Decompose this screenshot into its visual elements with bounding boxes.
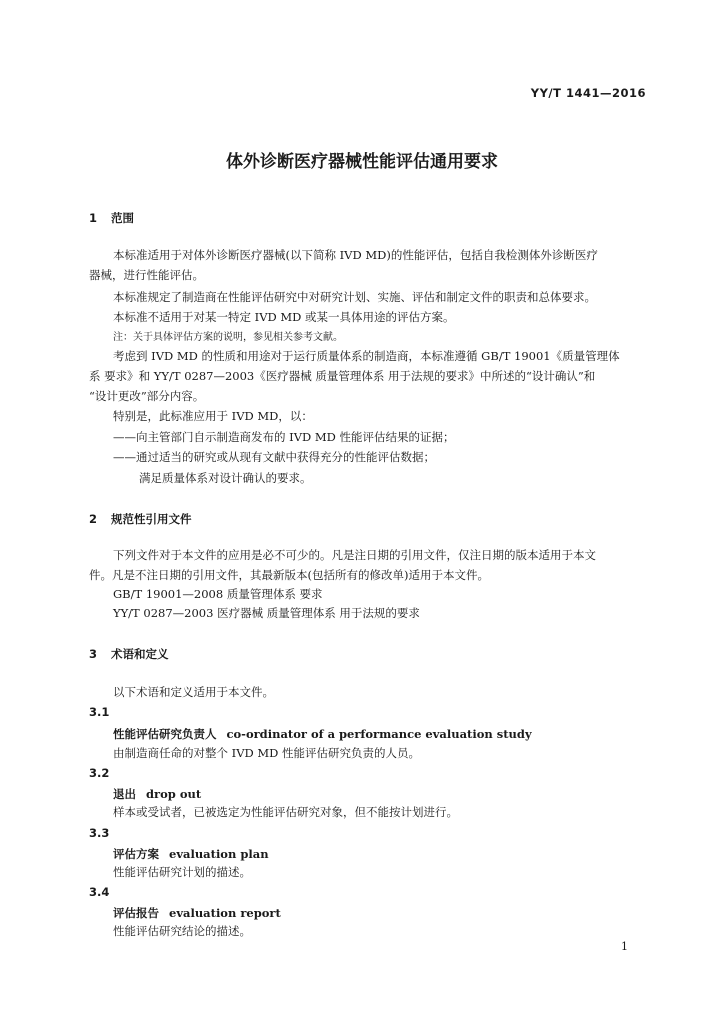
note: 注：关于具体评估方案的说明，参见相关参考文献。 xyxy=(113,332,343,343)
paragraph: 本标准规定了制造商在性能评估研究中对研究计划、实施、评估和制定文件的职责和总体要求。 xyxy=(113,290,596,304)
paragraph-continuation: 件。凡是不注日期的引用文件，其最新版本(包括所有的修改单)适用于本文件。 xyxy=(89,568,489,582)
term-definition: 性能评估研究结论的描述。 xyxy=(113,924,251,938)
term-english: evaluation report xyxy=(169,906,281,920)
term-number: 3.1 xyxy=(89,705,110,719)
section-number: 1 xyxy=(89,211,98,225)
section-number: 2 xyxy=(89,512,98,526)
section-3-heading xyxy=(89,646,169,662)
term-chinese: 退出 xyxy=(113,787,136,801)
term-definition: 样本或受试者，已被选定为性能评估研究对象，但不能按计划进行。 xyxy=(113,805,458,819)
section-title: 术语和定义 xyxy=(111,647,169,661)
section-number: 3 xyxy=(89,647,98,661)
term-definition: 性能评估研究计划的描述。 xyxy=(113,865,251,879)
term-number: 3.3 xyxy=(89,826,110,840)
term-english: evaluation plan xyxy=(169,847,269,861)
term-english: co-ordinator of a performance evaluation study xyxy=(226,727,532,741)
dash-item: ——通过适当的研究或从现有文献中获得充分的性能评估数据； xyxy=(113,450,435,464)
term-number: 3.4 xyxy=(89,885,110,899)
paragraph: 考虑到 IVD MD 的性质和用途对于运行质量体系的制造商，本标准遵循 GB/T 19001《质量管理体 xyxy=(113,349,620,363)
term-chinese: 评估报告 xyxy=(113,906,159,920)
term-heading xyxy=(113,846,269,862)
paragraph: 本标准不适用于对某一特定 IVD MD 或某一具体用途的评估方案。 xyxy=(113,310,455,324)
term-number: 3.2 xyxy=(89,766,110,780)
paragraph: 以下术语和定义适用于本文件。 xyxy=(113,685,274,699)
section-1-heading xyxy=(89,210,134,226)
term-heading xyxy=(113,905,281,921)
dash-item: ——向主管部门自示制造商发布的 IVD MD 性能评估结果的证据； xyxy=(113,430,455,444)
reference-item: GB/T 19001—2008 质量管理体系 要求 xyxy=(113,587,323,601)
section-title: 规范性引用文件 xyxy=(111,512,192,526)
section-2-heading xyxy=(89,511,192,527)
term-heading xyxy=(113,726,532,742)
page-number: 1 xyxy=(621,940,628,953)
term-definition: 由制造商任命的对整个 IVD MD 性能评估研究负责的人员。 xyxy=(113,746,421,760)
standard-code: YY/T 1441—2016 xyxy=(530,86,646,100)
dash-item-continuation: 满足质量体系对设计确认的要求。 xyxy=(139,471,312,485)
paragraph: 特别是，此标准应用于 IVD MD，以： xyxy=(113,409,313,423)
term-heading xyxy=(113,786,201,802)
paragraph-continuation: 系 要求》和 YY/T 0287—2003《医疗器械 质量管理体系 用于法规的要求》中所述的“设计确认”和 xyxy=(89,369,596,383)
paragraph-continuation: 器械，进行性能评估。 xyxy=(89,268,204,282)
paragraph: 本标准适用于对体外诊断医疗器械(以下简称 IVD MD)的性能评估，包括自我检测体外诊断医疗 xyxy=(113,248,598,262)
reference-item: YY/T 0287—2003 医疗器械 质量管理体系 用于法规的要求 xyxy=(113,606,420,620)
term-english: drop out xyxy=(146,787,202,801)
document-title: 体外诊断医疗器械性能评估通用要求 xyxy=(226,152,498,172)
section-title: 范围 xyxy=(111,211,134,225)
paragraph: 下列文件对于本文件的应用是必不可少的。凡是注日期的引用文件，仅注日期的版本适用于本文 xyxy=(113,548,596,562)
paragraph-continuation: “设计更改”部分内容。 xyxy=(89,389,205,403)
term-chinese: 评估方案 xyxy=(113,847,159,861)
term-chinese: 性能评估研究负责人 xyxy=(113,727,217,741)
